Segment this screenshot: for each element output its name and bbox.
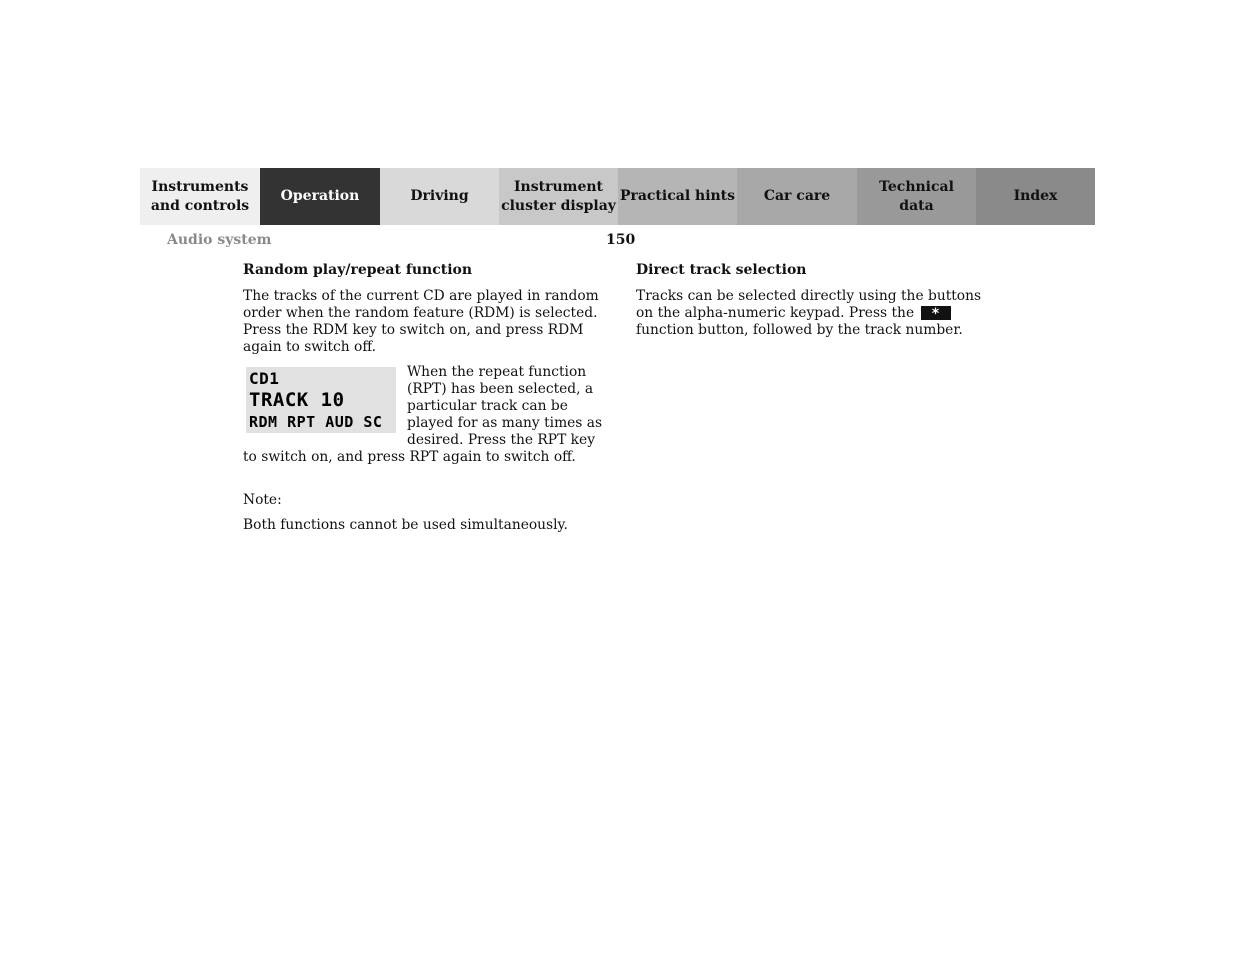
direct-track-section <box>636 262 996 347</box>
chapter-tab-bar <box>140 168 1095 225</box>
tab-driving[interactable]: Driving <box>380 168 499 225</box>
tab-car-care[interactable]: Car care <box>737 168 857 225</box>
direct-track-text-before: Tracks can be selected directly using the buttons on the alpha-numeric keypad. Press the <box>636 288 982 321</box>
cd-display-panel <box>246 367 396 433</box>
tab-instrument-cluster-display[interactable]: Instrument cluster display <box>499 168 618 225</box>
star-key-icon: * <box>921 306 951 320</box>
display-line-track: TRACK 10 <box>249 389 345 411</box>
tab-index[interactable]: Index <box>976 168 1095 225</box>
tab-practical-hints[interactable]: Practical hints <box>618 168 737 225</box>
display-line-modes: RDM RPT AUD SC <box>249 413 383 431</box>
section-title: Audio system <box>167 232 272 248</box>
random-repeat-heading: Random play/repeat function <box>243 262 473 278</box>
display-line-cd: CD1 <box>249 369 280 388</box>
page-header <box>0 232 1235 252</box>
note-label: Note: <box>243 492 282 508</box>
tab-technical-data[interactable]: Technical data <box>857 168 976 225</box>
direct-track-text-after: function button, followed by the track number. <box>636 322 963 338</box>
note-text: Both functions cannot be used simultaneously. <box>243 517 568 533</box>
repeat-paragraph: When the repeat function (RPT) has been selected, a particular track can be played for as many times as desired. Press the RPT key to switch on, and press RPT again to switch off. <box>243 364 603 465</box>
direct-track-heading: Direct track selection <box>636 262 807 278</box>
random-repeat-section <box>243 262 603 542</box>
tab-instruments-and-controls[interactable]: Instruments and controls <box>140 168 260 225</box>
random-play-paragraph: The tracks of the current CD are played in random order when the random feature (RDM) is selected. Press the RDM key to switch on, and press RDM again to switch off. <box>243 288 599 355</box>
tab-operation[interactable]: Operation <box>260 168 380 225</box>
page-number: 150 <box>606 232 636 248</box>
direct-track-paragraph <box>636 288 996 339</box>
